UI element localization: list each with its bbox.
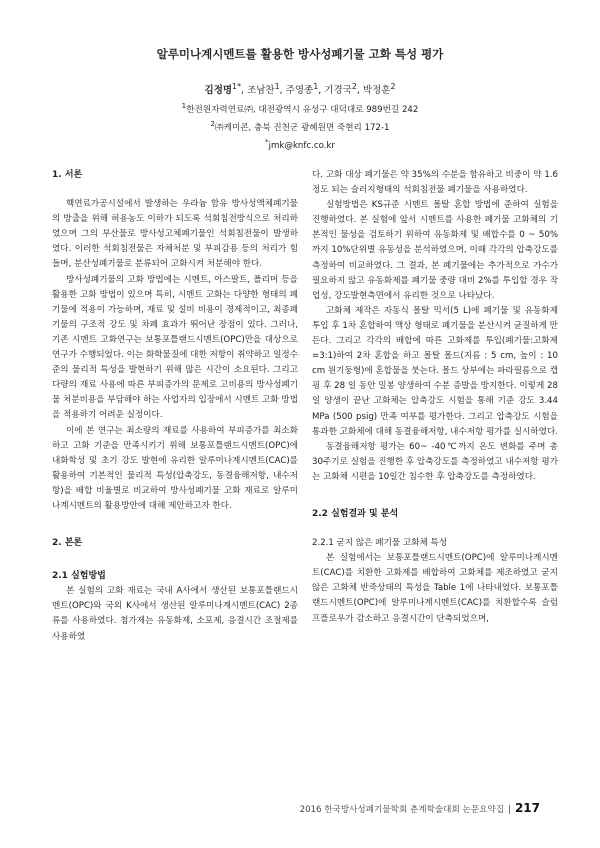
- affil-mark: 2: [210, 119, 216, 128]
- section-heading: 1. 서론: [52, 170, 83, 180]
- author-affil-mark: 2: [351, 82, 357, 91]
- body-paragraph: 방사성폐기물의 고화 방법에는 시멘트, 아스팔트, 폴리머 등을 활용한 고화 방법이 있으며 특히, 시멘트 고화는 다양한 형태의 폐기물에 적용이 가능하며, 재료 및 설비 비용이 경제적이고, 최종폐기물의 구조적 강도 및 차폐 효과가 뛰어난 장점이 있다. 그러나, 기존 시멘트 고화연구는 보통포틀랜드시멘트(OPC)만을 대상으로 연구가 수행되었다. 이는 화학물질에 대한 저항이 취약하고 일정수준의 물리적 특성을 발현하기 위해 많은 시간이 소요된다. 그리고 다량의 재료 사용에 따른 부피증가의 문제로 고비용의 방사성폐기물 처분비용을 부담해야 하는 사업자의 입장에서 시멘트 고화 방법을 적용하기 어려운 실정이다.: [52, 274, 298, 421]
- page-number: 217: [514, 801, 540, 815]
- journal-name: 2016 한국방사성폐기물학회 춘계학술대회 논문요약집: [299, 805, 505, 815]
- author-affil-mark: 1: [313, 82, 319, 91]
- body-paragraph: 동결융해저항 평가는 60~ -40℃까지 온도 변화를 주며 총 30주기로 실험을 진행한 후 압축강도를 측정하였고 내수저항 평가는 고화체 시편을 10일간 침수한 후 압축강도를 측정하였다.: [312, 441, 558, 482]
- author-name: 기경국: [324, 85, 352, 97]
- body-paragraph: 핵연료가공시설에서 발생하는 우라늄 함유 방사성액체폐기물의 방출을 위해 허용농도 이하가 되도록 석회침전방식으로 처리하였으며 그의 부산물로 방사성고체폐기물인 석회침전물이 발생하였다. 이러한 석회침전물은 자체처분 및 부피감용 등의 처리가 힘들며, 분산성폐기물로 분류되어 고화시켜 처분해야 한다.: [52, 199, 298, 270]
- paper-title: 알루미나계시멘트를 활용한 방사성폐기물 고화 특성 평가: [156, 47, 444, 61]
- sub-subsection-heading: 2.2.1 굳지 않은 폐기물 고화체 특성: [312, 538, 448, 549]
- author-affil-mark: 1: [274, 82, 280, 91]
- body-paragraph: 실험방법은 KS규준 시멘트 몰탈 혼합 방법에 준하여 실험을 진행하였다. 본 실험에 앞서 시멘트를 사용한 폐기물 고화체의 기본적인 물성을 검토하기 위하여 유동화제 및 배합수를 0 ~ 50%까지 10%단위별 유동성을 분석하였으며, 이때 각각의 압축강도를 측정하여 비교하였다. 그 결과, 본 폐기물에는 추가적으로 가수가 필요하지 않고 유동화제를 폐기물 중량 대비 2%를 투입할 경우 작업성, 강도발현측면에서 유리한 것으로 나타났다.: [312, 200, 558, 301]
- affil-mark: *: [265, 137, 269, 146]
- footer-separator: |: [508, 805, 511, 815]
- author-affil-mark: 1*: [232, 82, 242, 91]
- affiliation: [0, 101, 600, 115]
- section-heading: 2. 본론: [52, 538, 83, 549]
- right-column: [312, 168, 558, 627]
- author-name: 김정명: [204, 85, 233, 97]
- author-name: 박정훈: [362, 85, 391, 97]
- affil-text: ㈜케미콘, 충북 진천군 광혜원면 죽현리 172-1: [215, 122, 390, 133]
- subsection-heading: 2.2 실험결과 및 분석: [312, 508, 399, 519]
- body-paragraph: 다. 고화 대상 폐기물은 약 35%의 수분을 함유하고 비중이 약 1.6정도 되는 슬러지형태의 석회침전물 폐기물을 사용하였다.: [312, 170, 558, 196]
- body-paragraph: 본 실험에서는 보통포틀랜드시멘트(OPC)에 알루미나계시멘트(CAC)를 치환한 고화제를 배합하여 고화체를 제조하였고 굳지 않은 고화체 반죽상태의 특성을 Table 1에 나타내었다. 보통포틀랜드시멘트(OPC)에 알루미나계시멘트(CAC)를 치환할수록 슬럼프플로우가 감소하고 응결시간이 단축되었으며,: [312, 553, 558, 624]
- affil-mark: 1: [181, 101, 187, 110]
- body-paragraph: 이에 본 연구는 최소량의 재료를 사용하여 부피증가를 최소화하고 고화 기준을 만족시키기 위해 보통포틀랜드시멘트(OPC)에 내화학성 및 초기 강도 발현에 유리한 알루미나계시멘트(CAC)를 활용하여 기본적인 물리적 특성(압축강도, 동결융해저항, 내수저항)을 배합 비율별로 비교하여 방사성폐기물 고화 재료로 알루미나계시멘트의 활용방안에 대해 제안하고자 한다.: [52, 425, 298, 511]
- body-paragraph: 고화체 제작은 자동식 몰탈 믹서(5 L)에 폐기물 및 유동화제 투입 후 1차 혼합하여 액상 형태로 폐기물을 분산시켜 균질하게 만든다. 그리고 각각의 배합에 따른 고화제를 투입(폐기물:고화제=3:1)하여 2차 혼합을 하고 몰탈 몰드(지름 : 5 cm, 높이 : 10 cm 원기둥형)에 혼합물을 붓는다. 몰드 상부에는 파라필름으로 캡핑 후 28 일 동안 밀봉 양생하여 수분 증발을 방지한다. 이렇게 28 일 양생이 끝난 고화체는 압축강도 시험을 통해 기준 강도 3.44 MPa (500 psig) 만족 여부를 평가한다. 그리고 압축강도 시험을 통과한 고화체에 대해 동결융해저항, 내수저항 평가를 실시하였다.: [312, 305, 558, 437]
- author-affil-mark: 2: [390, 82, 396, 91]
- author-name: 조남찬: [247, 85, 275, 97]
- corresponding-email[interactable]: [0, 137, 600, 151]
- subsection-heading: 2.1 실험방법: [52, 571, 106, 582]
- page-footer: [300, 801, 540, 815]
- email-text: jmk@knfc.co.kr: [268, 140, 335, 151]
- affil-text: 한전원자력연료㈜, 대전광역시 유성구 대덕대로 989번길 242: [186, 104, 419, 115]
- author-list: 김정명$^{1*}$, 조남찬$^1$, 주영종$^1$, 기경국$^2$, 박정훈$^2$: [204, 82, 396, 97]
- author-name: 주영종: [285, 85, 314, 97]
- affiliation: [0, 119, 600, 133]
- left-column: [52, 168, 298, 645]
- body-paragraph: 본 실험의 고화 재료는 국내 A사에서 생산된 보통포틀랜드시멘트(OPC)와 국외 K사에서 생산된 알루미나계시멘트(CAC) 2종류를 사용하였다. 첨가제는 유동화제, 소포제, 응결시간 조절제를 사용하였: [52, 586, 298, 642]
